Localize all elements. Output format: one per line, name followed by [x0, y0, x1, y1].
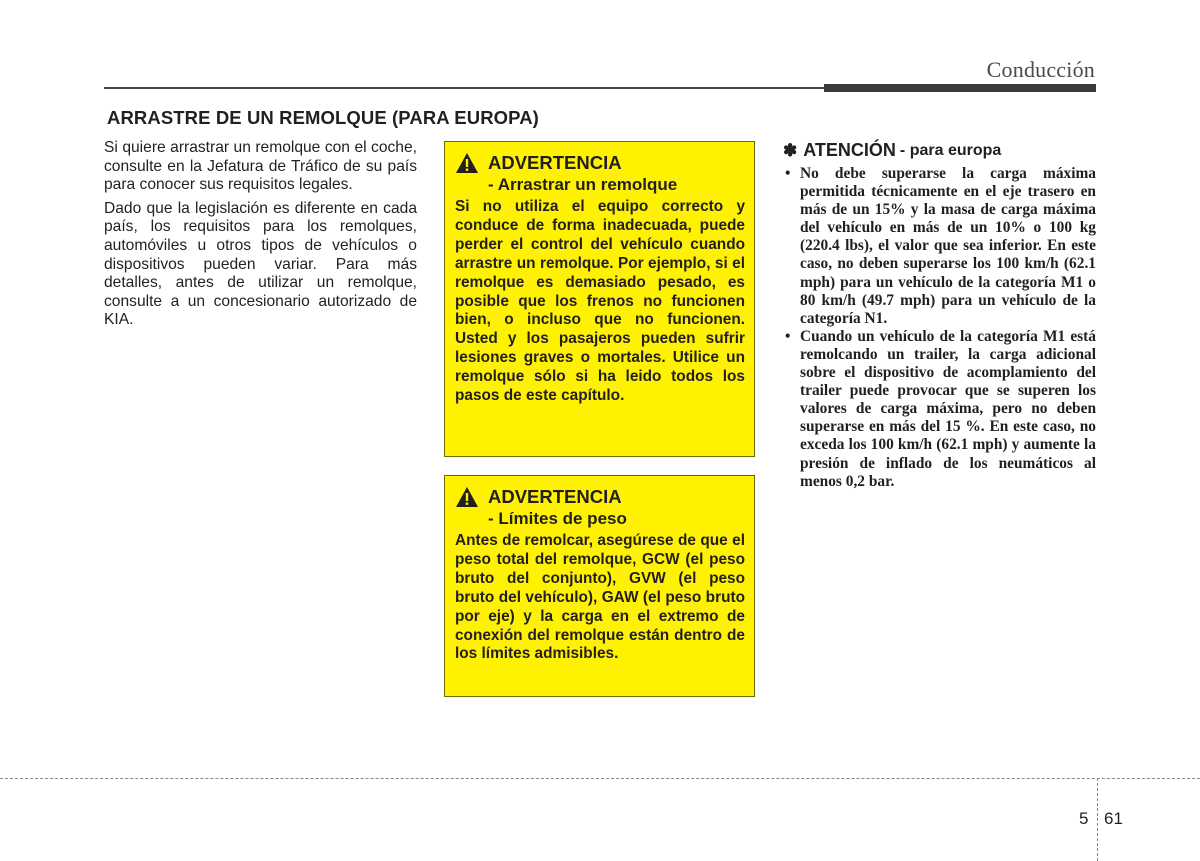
warning-header	[455, 152, 745, 174]
warning-box-weight-limits	[444, 475, 755, 697]
header-rule	[104, 87, 826, 89]
warning-body: Antes de remolcar, asegúrese de que el peso total del remolque, GCW (el peso bruto del conjunto), GVW (el peso bruto del vehículo), GAW (el peso bruto por eje) y la carga en el extremo de conexión del remolque están dentro de los límites admisibles.	[455, 532, 745, 663]
chapter-number: 5	[1079, 809, 1089, 828]
asterisk-star-icon: ✽	[783, 140, 798, 160]
warning-triangle-icon	[455, 486, 479, 508]
warning-subtitle: - Arrastrar un remolque	[488, 175, 678, 194]
warning-title: ADVERTENCIA	[488, 486, 622, 507]
warning-header	[455, 486, 745, 508]
attention-header	[783, 140, 1096, 161]
warning-title: ADVERTENCIA	[488, 152, 622, 173]
intro-column	[104, 139, 417, 335]
warning-body: Si no utiliza el equipo correcto y conduce de forma inadecuada, puede perder el control del vehículo cuando arrastre un remolque. Por ejemplo, si el remolque es demasiado pesado, es posible que los frenos no funcionen bien, o incluso que no funcionen. Usted y los pasajeros pueden sufrir lesiones graves o mortales. Utilice un remolque sólo si ha leido todos los pasos de este capítulo.	[455, 198, 745, 405]
attention-notice	[783, 140, 1096, 491]
page-number: 61	[1104, 809, 1123, 828]
header-rule-accent	[824, 84, 1096, 92]
attention-subtitle: - para europa	[899, 141, 1002, 159]
section-heading: ARRASTRE DE UN REMOLQUE (PARA EUROPA)	[107, 107, 539, 128]
attention-list	[783, 165, 1096, 491]
footer-vertical-divider	[1097, 778, 1098, 861]
list-item: • Cuando un vehículo de la categoría M1 está remolcando un trailer, la carga adicional sobre el dispositivo de acomplamiento del trailer puede provocar que se superen los valores de carga máxima, pero no deben superarse en más del 15 %. En este caso, no exceda los 100 km/h (62.1 mph) y aumente la presión de inflado de los neumáticos al menos 0,2 bar.	[783, 328, 1096, 491]
warning-triangle-icon	[455, 152, 479, 174]
warning-box-towing	[444, 141, 755, 457]
warning-subtitle: - Límites de peso	[488, 509, 627, 528]
page-header-title: Conducción	[986, 57, 1095, 82]
footer-divider	[0, 778, 1200, 779]
list-item: • No debe superarse la carga máxima permitida técnicamente en el eje trasero en más de un 15% y la masa de carga máxima del vehículo en más de un 10% o 100 kg (220.4 lbs), el valor que sea inferior. En este caso, no deben superarse los 100 km/h (62.1 mph) para un vehículo de la categoría M1 o 80 km/h (49.7 mph) para un vehículo de la categoría N1.	[783, 165, 1096, 328]
attention-title: ATENCIÓN	[803, 140, 896, 160]
intro-paragraph: Dado que la legislación es diferente en cada país, los requisitos para los remolques, automóviles u otros tipos de vehículos o dispositivos pueden variar. Para más detalles, antes de utilizar un remolque, consulte a un concesionario autorizado de KIA.	[104, 199, 417, 329]
intro-paragraph: Si quiere arrastrar un remolque con el coche, consulte en la Jefatura de Tráfico de su país para conocer sus requisitos legales.	[104, 139, 417, 194]
